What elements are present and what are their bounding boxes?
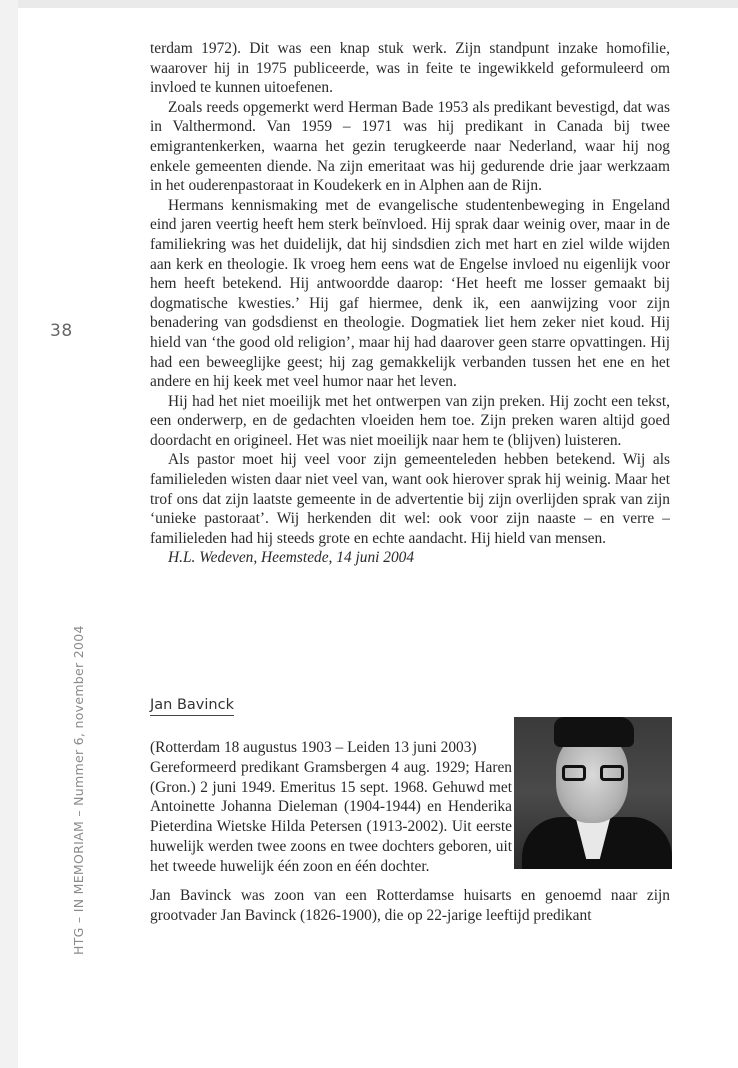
article-body [150, 39, 670, 568]
bio-text: Gereformeerd predikant Gramsbergen 4 aug. 1929; Haren (Gron.) 2 juni 1949. Emeritus 15 sept. 1968. Gehuwd met Antoinette Johanna Dieleman (1904-1944) en Henderika Pieterdina Wietske Hilda Petersen (1913-2002). Uit eerste huwelijk werden twee zoons en twee dochters geboren, uit het tweede huwelijk één zoon en één dochter. [150, 758, 512, 875]
article-paragraph: terdam 1972). Dit was een knap stuk werk. Zijn standpunt inzake homofilie, waarover hij in 1975 publiceerde, was in feite te ingewikkeld geformuleerd om invloed te kunnen uitoefenen. [150, 40, 670, 97]
portrait-photo [514, 717, 672, 869]
page-number: 38 [50, 321, 73, 341]
photo-cap [554, 717, 634, 747]
page-top-edge [18, 0, 738, 8]
article-signature: H.L. Wedeven, Heemstede, 14 juni 2004 [168, 549, 415, 567]
article-paragraph: Als pastor moet hij veel voor zijn gemeenteleden hebben betekend. Wij als familieleden wisten daar niet veel van, want ook hierover sprak hij weinig. Maar het trof ons dat zijn laatste gemeente in de advertentie bij zijn overlijden sprak van zijn ‘unieke pastoraat’. Wij herkenden dit wel: ook voor zijn naaste – en verre – familieleden had hij steeds grote en echte aandacht. Hij hield van mensen. [150, 451, 670, 547]
photo-glasses [562, 765, 624, 783]
article-paragraph: Hij had het niet moeilijk met het ontwerpen van zijn preken. Hij zocht een tekst, een onderwerp, en de gedachten vloeiden hem toe. Zijn preken waren altijd goed doordacht en origineel. Het was niet moeilijk naar hem te (blijven) luisteren. [150, 392, 670, 449]
bio-dates: (Rotterdam 18 augustus 1903 – Leiden 13 juni 2003) [150, 739, 477, 756]
obituary-heading: Jan Bavinck [150, 697, 234, 716]
obituary-intro [150, 886, 670, 926]
article-paragraph: Zoals reeds opgemerkt werd Herman Bade 1953 als predikant bevestigd, dat was in Valthermond. Van 1959 – 1971 was hij predikant in Canada bij twee emigrantenkerken, waarna het gezin terugkeerde naar Nederland, waar hij nog enkele gemeenten diende. Na zijn emeritaat was hij gedurende drie jaar werkzaam in het ouderenpastoraat in Koudekerk en in Alphen aan de Rijn. [150, 98, 670, 195]
running-side-label: HTG – IN MEMORIAM – Nummer 6, november 2004 [71, 625, 86, 955]
intro-paragraph: Jan Bavinck was zoon van een Rotterdamse huisarts en genoemd naar zijn grootvader Jan Bavinck (1826-1900), die op 22-jarige leeftijd predikant [150, 887, 670, 924]
obituary-bio [150, 738, 512, 877]
article-paragraph: Hermans kennismaking met de evangelische studentenbeweging in Engeland eind jaren veertig heeft hem sterk beïnvloed. Hij sprak daar weinig over, maar in de familiekring was het duidelijk, dat hij sindsdien zich met hart en ziel wilde wijden aan kerk en theologie. Ik vroeg hem eens wat de Engelse invloed nu eigenlijk voor hem heeft betekend. Hij antwoordde daarop: ‘Het heeft me losser gemaakt bij dogmatische kwesties.’ Hij gaf hiermee, denk ik, een aanwijzing voor zijn benadering van godsdienst en theologie. Dogmatiek liet hem zeker niet koud. Hij hield van ‘the good old religion’, maar hij had daarover geen starre opvattingen. Hij had een beweeglijke geest; hij zag gemakkelijk verbanden tussen het ene en het andere en hij keek met veel humor naar het leven. [150, 196, 670, 391]
